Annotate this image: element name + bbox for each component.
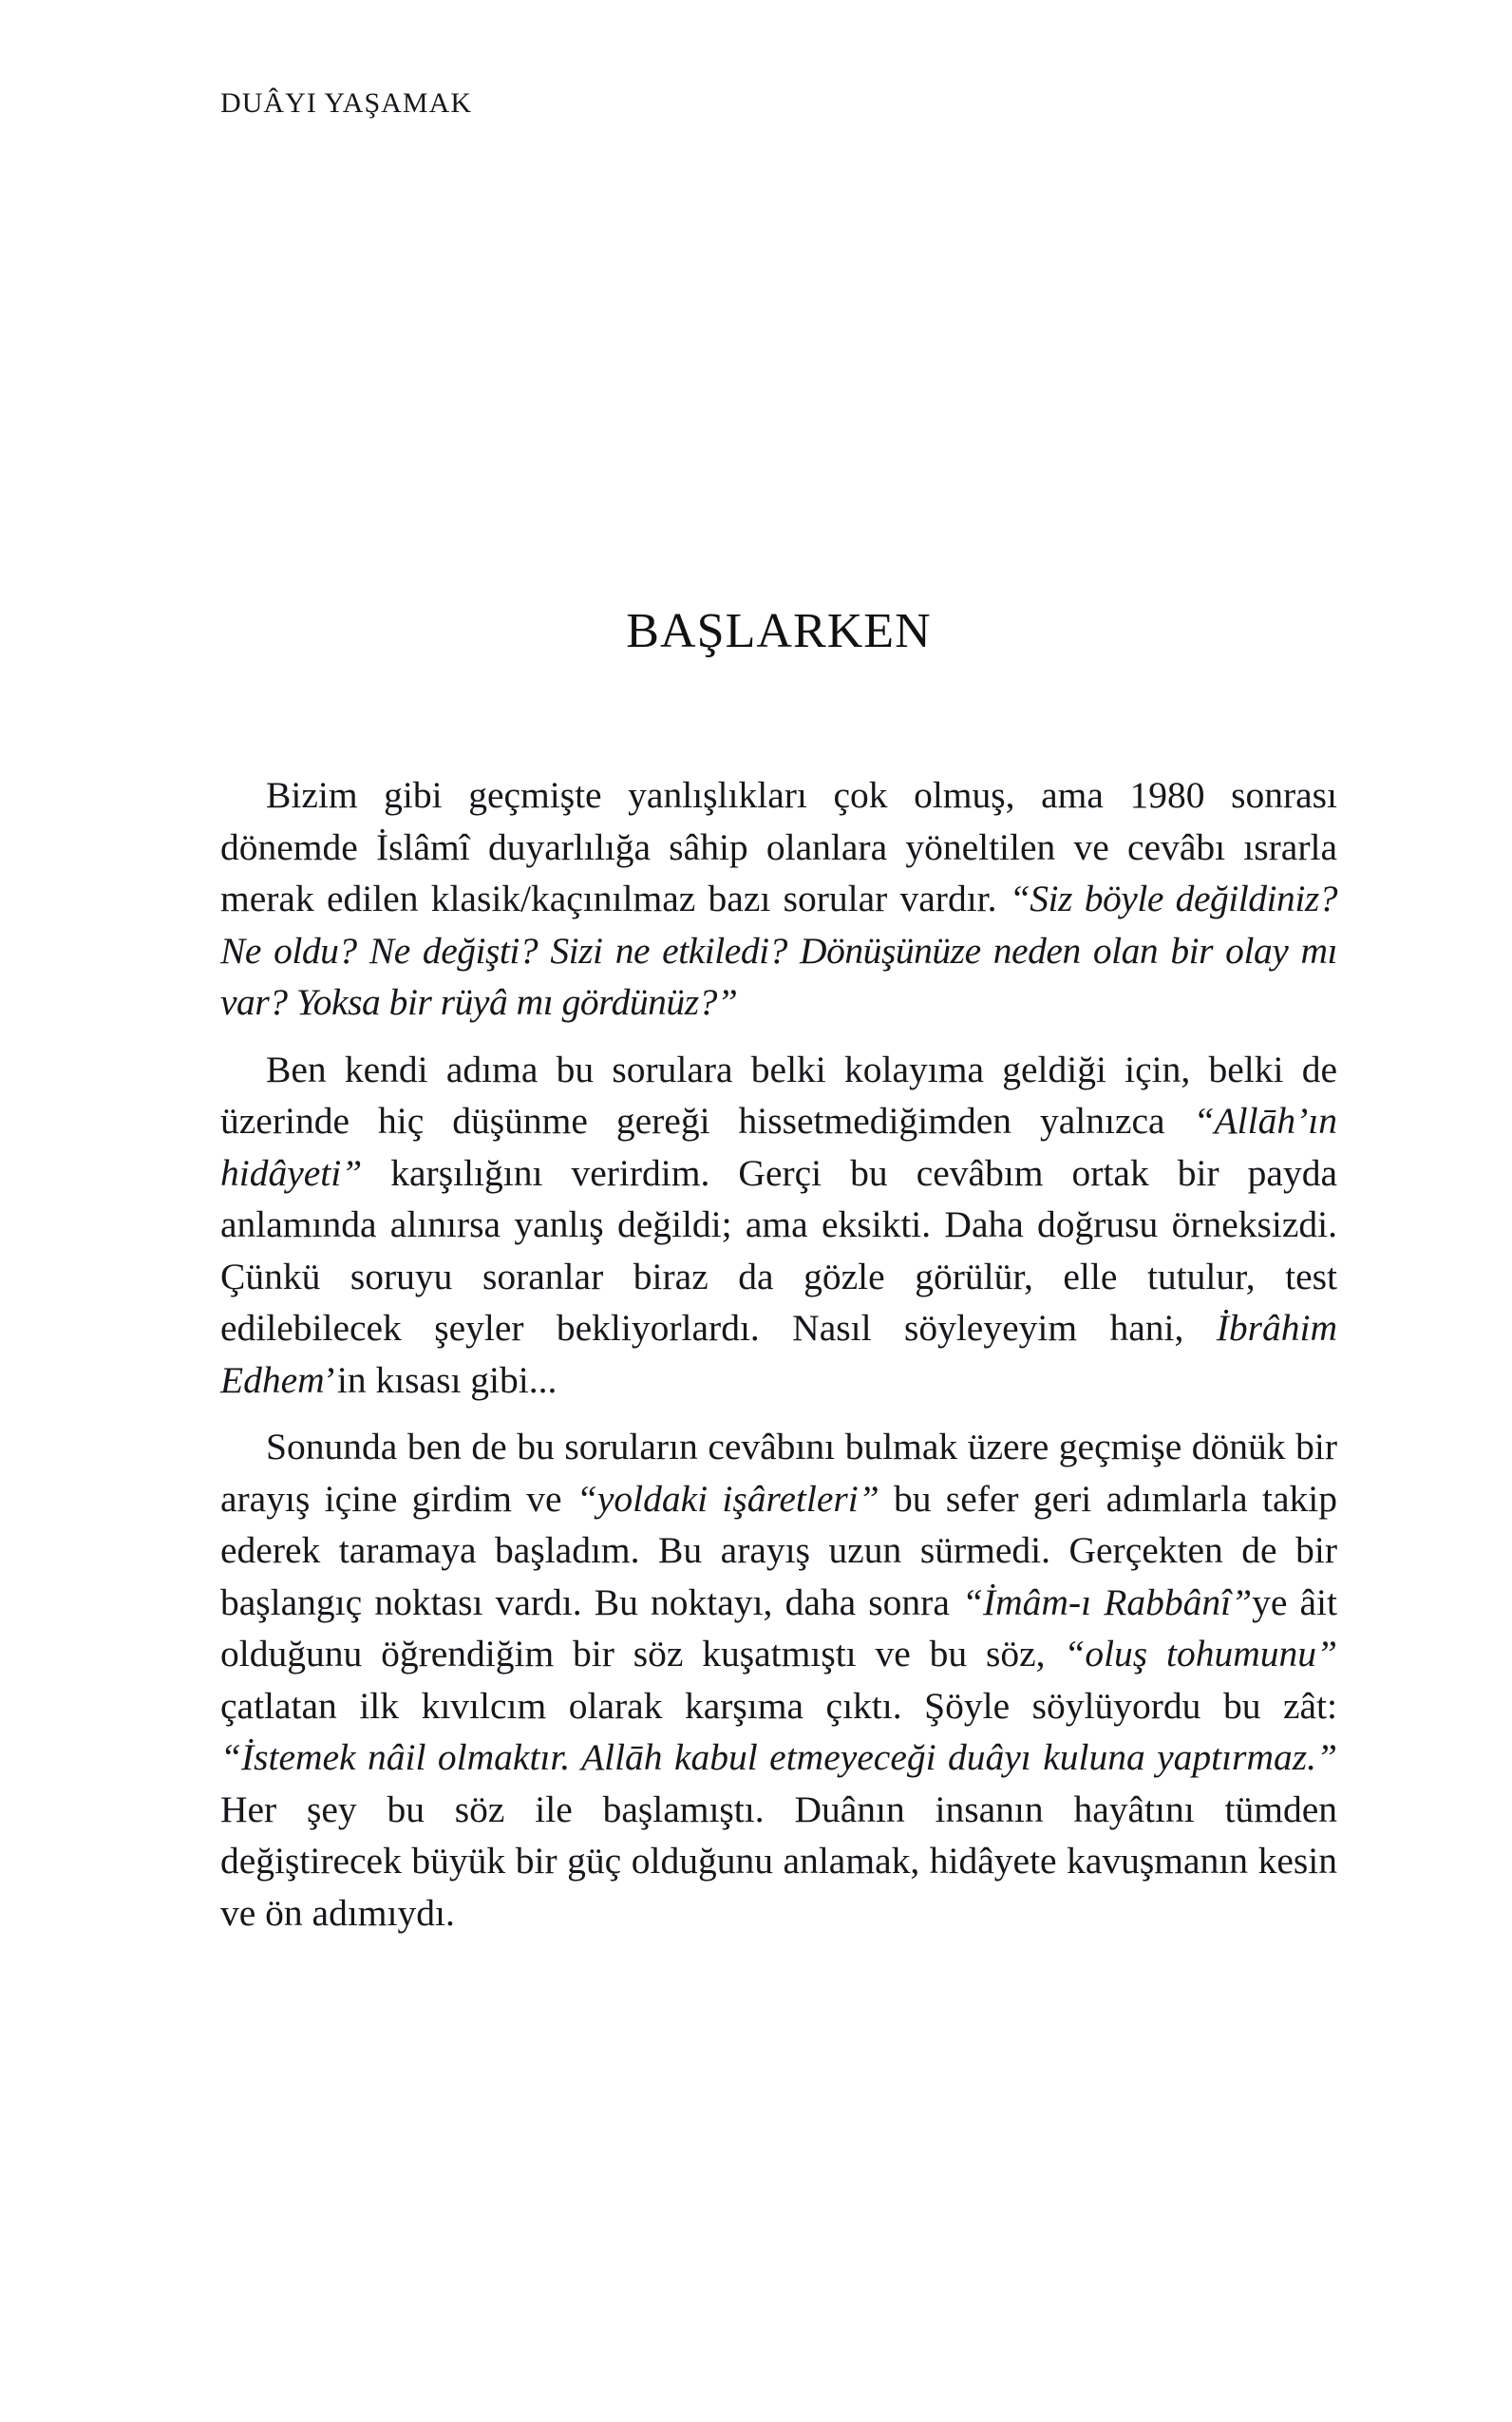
paragraph-3-part-5: Her şey bu söz ile başlamıştı. Duânın insanın hayâtını tümden değiştirecek büyük bir güç olduğunu anlamak, hidâyete kavuşmanın kesin ve ön adımıydı. <box>220 1788 1337 1934</box>
paragraph-1 <box>220 769 1337 1029</box>
paragraph-2 <box>220 1044 1337 1407</box>
paragraph-2-part-2: karşılığını verirdim. Gerçi bu cevâbım ortak bir payda anlamında alınırsa yanlış değildi; ama eksikti. Daha doğrusu örneksizdi. Çünkü soruyu soranlar biraz da gözle görülür, elle tutulur, test edilebilecek şeyler bekliyorlardı. Nasıl söyleyeyim hani, <box>220 1151 1337 1349</box>
paragraph-1-lead: Bizim gibi geçmişte yanlışlıkları çok olmuş, ama 1980 sonrası dönemde İslâmî duyarlılığa sâhip olanlara yöneltilen ve cevâbı ısrarla merak edilen klasik/kaçınılmaz bazı sorular vardır. <box>220 774 1337 919</box>
paragraph-2-quote-2: İbrâhim Edhem <box>220 1307 1337 1401</box>
paragraph-2-quote-1: “Allāh’ın hidâyeti” <box>220 1100 1337 1194</box>
paragraph-3-part-2: bu sefer geri adımlarla takip ederek taramaya başladım. Bu arayış uzun sürmedi. Gerçekten de bir başlangıç noktası vardı. Bu noktayı, daha sonra <box>220 1477 1337 1623</box>
paragraph-3 <box>220 1421 1337 1939</box>
chapter-title: BAŞLARKEN <box>626 604 932 658</box>
paragraph-3-quote-3: “oluş tohumunu” <box>1064 1633 1337 1675</box>
paragraph-2-part-1: Ben kendi adıma bu sorulara belki kolayıma geldiği için, belki de üzerinde hiç düşünme gereği hissetmediğimden yalnızca <box>220 1048 1337 1142</box>
paragraph-3-part-3: ye âit olduğunu öğrendiğim bir söz kuşatmıştı ve bu söz, <box>220 1580 1338 1675</box>
running-header: DUÂYI YAŞAMAK <box>220 87 473 119</box>
paragraph-1-quote: “Siz böyle değildiniz? Ne oldu? Ne değişti? Sizi ne etkiledi? Dönüşünüze neden olan bir olay mı var? Yoksa bir rüyâ mı gördünüz?” <box>220 878 1337 1023</box>
body-text-block <box>220 769 1337 1939</box>
paragraph-3-quote-2: “İmâm-ı Rabbânî” <box>962 1580 1253 1623</box>
paragraph-3-part-4: çatlatan ilk kıvılcım olarak karşıma çıktı. Şöyle söylüyordu bu zât: <box>220 1684 1337 1727</box>
paragraph-3-quote-4: “İstemek nâil olmaktır. Allāh kabul etmeyeceği duâyı kuluna yaptırmaz.” <box>220 1736 1337 1778</box>
paragraph-2-part-3: ’in kısası gibi... <box>324 1358 558 1401</box>
paragraph-3-quote-1: “yoldaki işâretleri” <box>576 1477 879 1520</box>
paragraph-3-part-1: Sonunda ben de bu soruların cevâbını bulmak üzere geçmişe dönük bir arayış içine girdim ve <box>220 1426 1337 1520</box>
